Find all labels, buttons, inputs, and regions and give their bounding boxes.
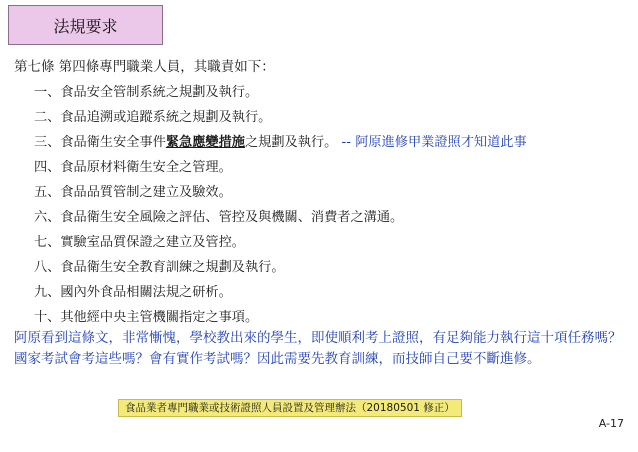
duty-item-9: 九、國內外食品相關法規之研析。 [34, 285, 232, 300]
duty-list [14, 84, 630, 334]
duty-item-5: 五、食品品質管制之建立及驗效。 [34, 185, 232, 200]
duty-item-3-pre: 三、食品衛生安全事件 [34, 135, 166, 150]
duty-item-2: 二、食品追溯或追蹤系統之規劃及執行。 [34, 110, 272, 125]
source-citation: 食品業者專門職業或技術證照人員設置及管理辦法（20180501 修正） [118, 399, 462, 417]
article-intro: 第七條 第四條專門職業人員，其職責如下： [14, 59, 275, 75]
page-number: A-17 [598, 417, 624, 430]
article-content [14, 58, 630, 334]
duty-item-10: 十、其他經中央主管機關指定之事項。 [34, 310, 259, 325]
duty-item-1: 一、食品安全管制系統之規劃及執行。 [34, 85, 259, 100]
duty-item-8: 八、食品衛生安全教育訓練之規劃及執行。 [34, 260, 285, 275]
duty-item-3 [14, 134, 630, 159]
duty-item-4: 四、食品原材料衛生安全之管理。 [34, 160, 232, 175]
duty-item-3-post: 之規劃及執行。 [245, 135, 338, 150]
duty-item-3-note: -- 阿原進修甲業證照才知道此事 [341, 135, 527, 150]
duty-item-3-emphasis: 緊急應變措施 [165, 135, 245, 150]
commentary-paragraph: 阿原看到這條文，非常慚愧，學校教出來的學生，即使順利考上證照，有足夠能力執行這十項任務嗎？國家考試會考這些嗎？會有實作考試嗎？因此需要先教育訓練，而技師自己要不斷進修。 [14, 330, 622, 367]
duty-item-7: 七、實驗室品質保證之建立及管控。 [34, 235, 245, 250]
slide-title: 法規要求 [8, 5, 163, 45]
duty-item-6: 六、食品衛生安全風險之評估、管控及與機關、消費者之溝通。 [34, 210, 404, 225]
